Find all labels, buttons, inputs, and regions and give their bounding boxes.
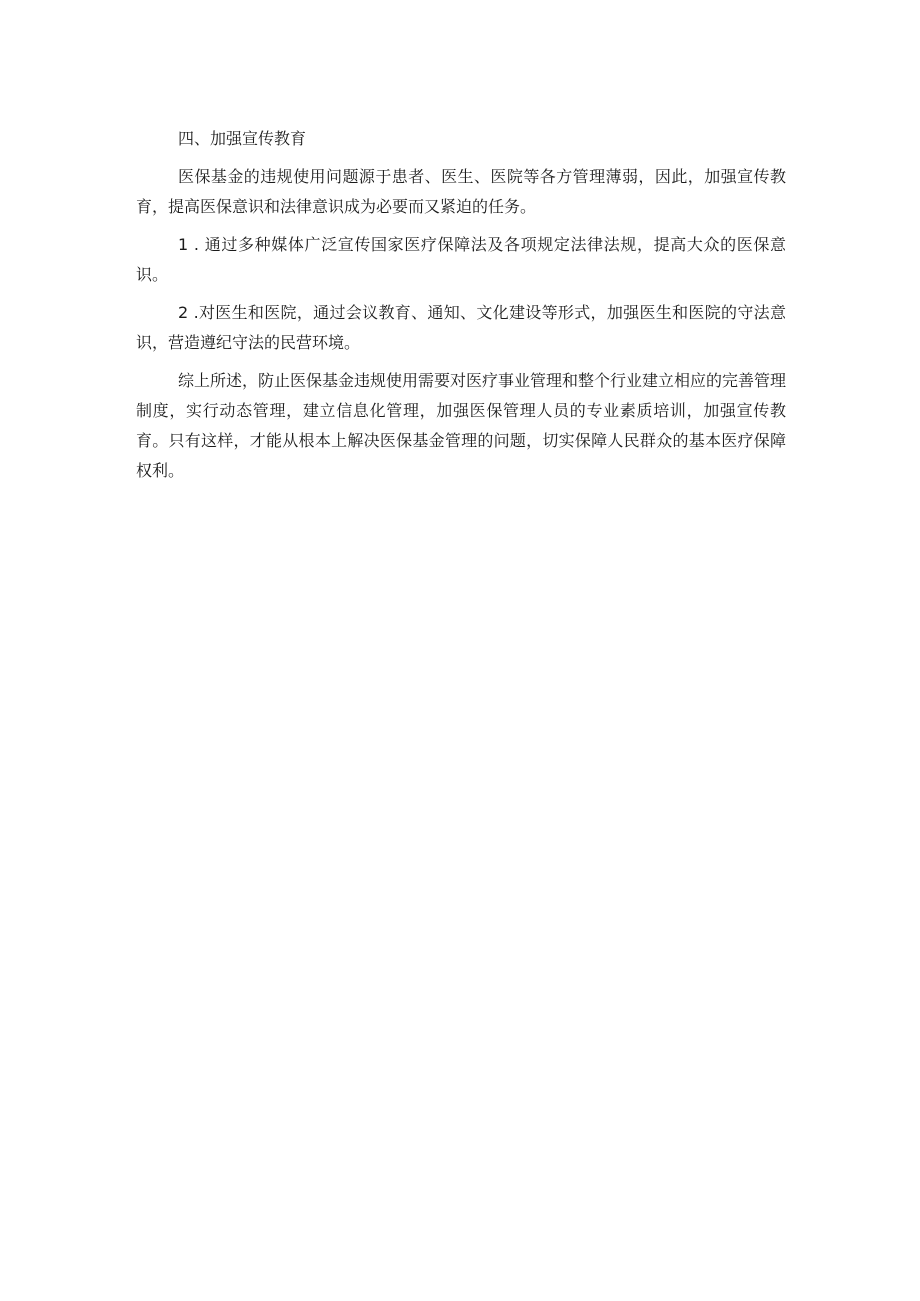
paragraph-intro: 医保基金的违规使用问题源于患者、医生、医院等各方管理薄弱，因此，加强宣传教育，提高医保意识和法律意识成为必要而又紧迫的任务。 bbox=[136, 167, 786, 216]
section-heading: 四、加强宣传教育 bbox=[178, 129, 307, 148]
paragraph-item-2: 2 .对医生和医院，通过会议教育、通知、文化建设等形式，加强医生和医院的守法意识，营造遵纪守法的民营环境。 bbox=[136, 303, 786, 352]
document-body bbox=[136, 124, 786, 494]
paragraph-item-1: 1 . 通过多种媒体广泛宣传国家医疗保障法及各项规定法律法规，提高大众的医保意识。 bbox=[136, 235, 786, 284]
paragraph-conclusion: 综上所述，防止医保基金违规使用需要对医疗事业管理和整个行业建立相应的完善管理制度，实行动态管理，建立信息化管理，加强医保管理人员的专业素质培训，加强宣传教育。只有这样，才能从根本上解决医保基金管理的问题，切实保障人民群众的基本医疗保障权利。 bbox=[136, 371, 787, 480]
